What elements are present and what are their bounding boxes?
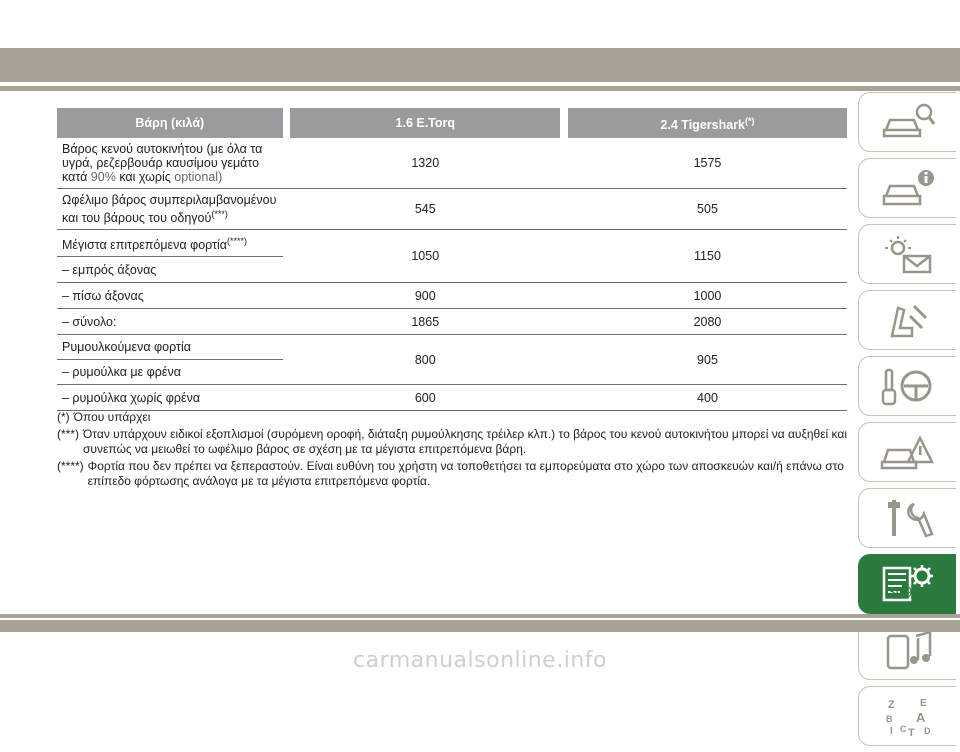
tab-car-info[interactable] bbox=[858, 158, 956, 218]
row-label: – πίσω άξονας bbox=[57, 283, 283, 309]
svg-text:E: E bbox=[919, 698, 927, 709]
row-value-1: 545 bbox=[290, 189, 560, 230]
footnotes bbox=[57, 410, 847, 491]
svg-text:A: A bbox=[915, 710, 925, 725]
car-search-icon bbox=[880, 100, 936, 144]
tab-seat-airbag[interactable] bbox=[858, 290, 956, 350]
key-steering-icon bbox=[880, 364, 936, 408]
footnote: (*) Όπου υπάρχει bbox=[57, 410, 151, 424]
row-value-2: 505 bbox=[568, 189, 847, 230]
bottom-rule bbox=[0, 614, 960, 618]
header-engine-2: 2.4 Tigershark(*) bbox=[568, 108, 847, 138]
svg-text:D: D bbox=[923, 726, 930, 736]
table-row bbox=[57, 283, 847, 309]
row-value-2: 1575 bbox=[568, 138, 847, 189]
row-sublabel: – εμπρός άξονας bbox=[57, 257, 283, 283]
svg-text:Z: Z bbox=[887, 699, 895, 711]
row-value-1: 1865 bbox=[290, 309, 560, 335]
breakdown-warning-icon bbox=[880, 430, 936, 474]
tab-index[interactable] bbox=[858, 686, 956, 746]
row-value-2: 1000 bbox=[568, 283, 847, 309]
row-value-1: 1050 bbox=[290, 230, 560, 283]
tab-key-steering[interactable] bbox=[858, 356, 956, 416]
footnote: (****) Φορτία που δεν πρέπει να ξεπεραστούν. Είναι ευθύνη του χρήστη να τοποθετήσει τα εμπορεύματα στο χώρο των αποσκευών και/ή επάνω στο επίπεδο φόρτωσης ανάλογα με τα μέγιστα επιτρεπόμενα φορτία. bbox=[57, 459, 844, 488]
index-letters-icon bbox=[880, 694, 936, 738]
tab-light-mail[interactable] bbox=[858, 224, 956, 284]
table-row bbox=[57, 138, 847, 189]
row-label: Μέγιστα επιτρεπόμενα φορτία(****) bbox=[57, 230, 283, 257]
row-value-2: 905 bbox=[568, 335, 847, 385]
svg-text:B: B bbox=[885, 714, 892, 724]
row-value-1: 1320 bbox=[290, 138, 560, 189]
row-label: Ρυμουλκούμενα φορτία bbox=[57, 335, 283, 360]
row-value-1: 600 bbox=[290, 385, 560, 411]
header-engine-1: 1.6 E.Torq bbox=[290, 108, 560, 138]
table-row bbox=[57, 230, 847, 257]
row-sublabel: – ρυμούλκα με φρένα bbox=[57, 360, 283, 385]
table-row bbox=[57, 189, 847, 230]
light-mail-icon bbox=[880, 232, 936, 276]
weights-table bbox=[57, 108, 847, 411]
row-label: Ωφέλιμο βάρος συμπεριλαμβανομένου και του βάρους του οδηγού(***) bbox=[57, 189, 283, 230]
table-row bbox=[57, 385, 847, 411]
header-weights: Βάρη (κιλά) bbox=[57, 108, 283, 138]
seat-airbag-icon bbox=[880, 298, 936, 342]
tab-car-search[interactable] bbox=[858, 92, 956, 152]
tab-tools[interactable] bbox=[858, 488, 956, 548]
row-value-1: 800 bbox=[290, 335, 560, 385]
row-value-2: 400 bbox=[568, 385, 847, 411]
table-row bbox=[57, 309, 847, 335]
row-value-1: 900 bbox=[290, 283, 560, 309]
watermark: carmanualsonline.info bbox=[353, 648, 607, 673]
page-number: 309 bbox=[887, 584, 913, 601]
tools-icon bbox=[880, 496, 936, 540]
row-value-2: 2080 bbox=[568, 309, 847, 335]
bottom-band bbox=[0, 620, 960, 632]
row-label: – σύνολο: bbox=[57, 309, 283, 335]
svg-text:T: T bbox=[907, 727, 915, 739]
top-rule bbox=[0, 86, 960, 91]
svg-text:I: I bbox=[889, 726, 893, 737]
table-row bbox=[57, 335, 847, 360]
table-header-row bbox=[57, 108, 847, 138]
row-value-2: 1150 bbox=[568, 230, 847, 283]
svg-text:C: C bbox=[899, 724, 906, 734]
footnote: (***) Όταν υπάρχουν ειδικοί εξοπλισμοί (συρόμενη οροφή, διάταξη ρυμούλκησης τρέιλερ κλπ.) το βάρος του κενού αυτοκινήτου μπορεί να αυξηθεί και συνεπώς να μειωθεί το ωφέλιμο βάρος σε σχέση με τα μέγιστα επιτρεπόμενα βάρη. bbox=[57, 427, 848, 456]
top-band bbox=[0, 48, 960, 82]
car-info-icon bbox=[880, 166, 936, 210]
tab-breakdown[interactable] bbox=[858, 422, 956, 482]
row-label: – ρυμούλκα χωρίς φρένα bbox=[57, 385, 283, 411]
row-label: Βάρος κενού αυτοκινήτου (με όλα τα υγρά, ρεζερβουάρ καυσίμου γεμάτο κατά 90% και χωρίς optional) bbox=[57, 138, 283, 189]
